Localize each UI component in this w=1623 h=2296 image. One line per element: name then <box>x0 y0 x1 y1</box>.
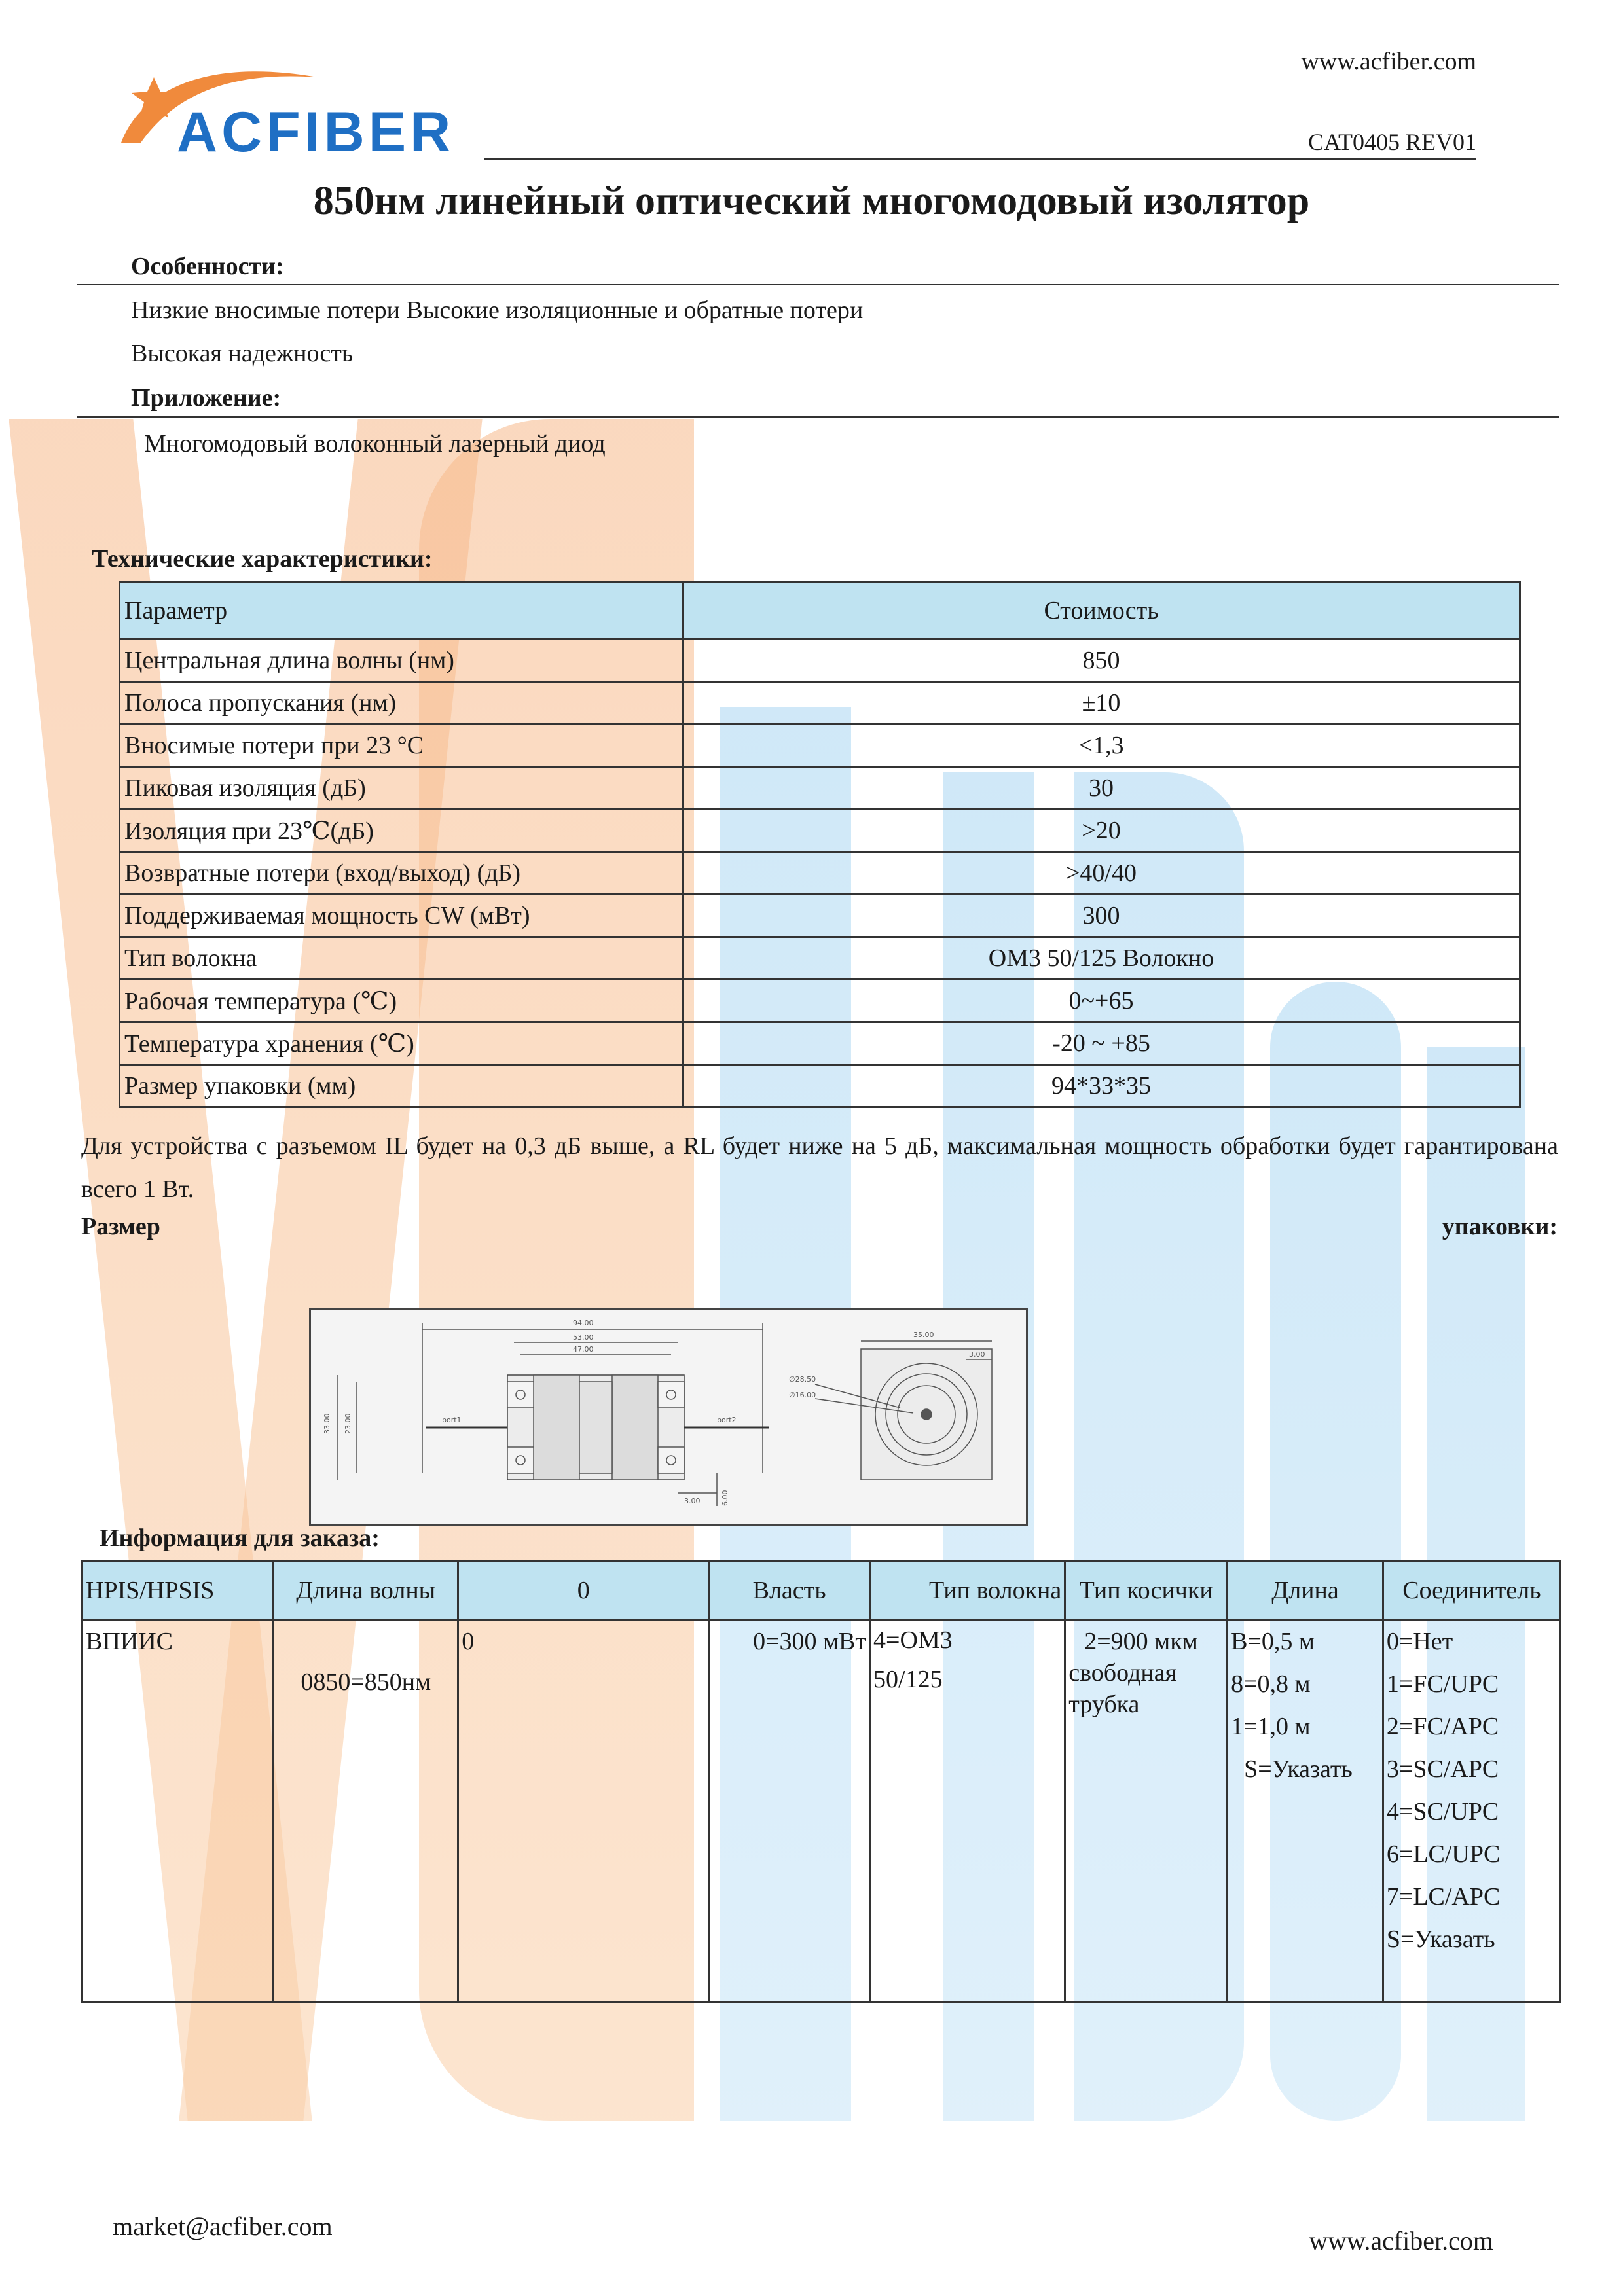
feature-item: Низкие вносимые потери Высокие изоляционные и обратные потери <box>131 296 864 324</box>
spec-param: Изоляция при 23℃(дБ) <box>120 810 683 852</box>
note-text: Для устройства с разъемом IL будет на 0,3 дБ выше, а RL будет ниже на 5 дБ, максимальная мощность обработки будет гарантирована всего 1 Вт. <box>81 1132 1558 1203</box>
dim-47: 47.00 <box>573 1345 594 1354</box>
ordering-option: 4=OM3 <box>873 1626 953 1654</box>
spec-value: 300 <box>683 895 1520 937</box>
ordering-option: S=Указать <box>1244 1755 1353 1783</box>
ordering-option: 2=FC/APC <box>1386 1713 1499 1740</box>
footer-url[interactable]: www.acfiber.com <box>1309 2226 1493 2255</box>
ordering-option: 3=SC/APC <box>1386 1755 1499 1783</box>
ordering-cell <box>1065 1620 1228 2003</box>
application-divider <box>77 416 1559 418</box>
ordering-option: B=0,5 м <box>1231 1628 1315 1655</box>
ordering-col-header: Длина волны <box>274 1562 458 1620</box>
ordering-option: 1=1,0 м <box>1231 1713 1311 1740</box>
ordering-option: 50/125 <box>873 1666 943 1693</box>
ordering-cell <box>458 1620 709 2003</box>
spec-value: <1,3 <box>683 725 1520 767</box>
spec-value: ±10 <box>683 682 1520 725</box>
spec-param: Вносимые потери при 23 °C <box>120 725 683 767</box>
ordering-option: 8=0,8 м <box>1231 1670 1311 1698</box>
dim-6: 6.00 <box>721 1490 729 1506</box>
table-row <box>120 895 1520 937</box>
table-row <box>120 1065 1520 1107</box>
feature-item: Высокая надежность <box>131 340 354 367</box>
dim-16: ∅16.00 <box>789 1391 816 1399</box>
spec-param: Рабочая температура (℃) <box>120 980 683 1022</box>
package-heading-left: Размер <box>81 1213 160 1240</box>
ordering-option: 6=LC/UPC <box>1386 1840 1501 1868</box>
ordering-option: 0=300 мВт <box>753 1628 867 1655</box>
spec-param: Полоса пропускания (нм) <box>120 682 683 725</box>
page-title: 850нм линейный оптический многомодовый изолятор <box>313 179 1310 223</box>
ordering-col-header: Тип волокна <box>870 1562 1065 1620</box>
features-divider <box>77 284 1559 285</box>
table-row <box>120 639 1520 682</box>
table-row <box>120 725 1520 767</box>
ordering-cell <box>1228 1620 1383 2003</box>
table-row <box>120 937 1520 980</box>
dim-3a: 3.00 <box>684 1497 701 1505</box>
specs-table <box>119 581 1521 1108</box>
table-row <box>120 682 1520 725</box>
ordering-option: 7=LC/APC <box>1386 1883 1501 1910</box>
ordering-cell <box>870 1620 1065 2003</box>
port2-label: port2 <box>717 1416 737 1424</box>
spec-value: OM3 50/125 Волокно <box>683 937 1520 980</box>
dim-53: 53.00 <box>573 1333 594 1342</box>
ordering-option: S=Указать <box>1386 1926 1495 1953</box>
ordering-cell <box>82 1620 274 2003</box>
header-divider <box>484 158 1476 160</box>
table-row <box>82 1620 1561 2003</box>
dim-3b: 3.00 <box>969 1350 985 1359</box>
ordering-col-header: HPIS/HPSIS <box>82 1562 274 1620</box>
ordering-cell <box>274 1620 458 2003</box>
ordering-option: 0=Нет <box>1386 1628 1453 1655</box>
ordering-col-header: Длина <box>1228 1562 1383 1620</box>
footer-email[interactable]: market@acfiber.com <box>113 2212 333 2241</box>
dim-28-5: ∅28.50 <box>789 1375 816 1384</box>
document-code: CAT0405 REV01 <box>1307 129 1476 155</box>
spec-value: 850 <box>683 639 1520 682</box>
spec-param: Размер упаковки (мм) <box>120 1065 683 1107</box>
ordering-table <box>81 1560 1561 2003</box>
ordering-cell <box>1383 1620 1560 2003</box>
ordering-option: 0850=850нм <box>301 1668 431 1696</box>
table-row <box>120 852 1520 895</box>
features-heading: Особенности: <box>131 253 284 280</box>
spec-value: >40/40 <box>683 852 1520 895</box>
ordering-option: свободная <box>1068 1659 1177 1687</box>
ordering-option: 4=SC/UPC <box>1386 1798 1499 1825</box>
header-url[interactable]: www.acfiber.com <box>1301 48 1476 75</box>
specs-header-row <box>120 583 1520 639</box>
ordering-heading: Информация для заказа: <box>100 1524 380 1552</box>
dim-33: 33.00 <box>323 1413 331 1434</box>
ordering-col-header: Соединитель <box>1383 1562 1560 1620</box>
spec-param: Возвратные потери (вход/выход) (дБ) <box>120 852 683 895</box>
spec-param: Пиковая изоляция (дБ) <box>120 767 683 810</box>
ordering-header-row <box>82 1562 1561 1620</box>
spec-value: 30 <box>683 767 1520 810</box>
ordering-option: 0 <box>462 1628 475 1655</box>
spec-param: Тип волокна <box>120 937 683 980</box>
dim-35: 35.00 <box>913 1331 934 1339</box>
ordering-col-header: 0 <box>458 1562 709 1620</box>
spec-value: 94*33*35 <box>683 1065 1520 1107</box>
table-row <box>120 980 1520 1022</box>
table-row <box>120 1022 1520 1065</box>
spec-param: Центральная длина волны (нм) <box>120 639 683 682</box>
package-drawing <box>309 1308 1028 1526</box>
spec-param: Температура хранения (℃) <box>120 1022 683 1065</box>
table-row <box>120 810 1520 852</box>
ordering-option: 2=900 мкм <box>1084 1628 1198 1655</box>
logo-text: ACFIBER <box>177 101 455 164</box>
table-row <box>120 767 1520 810</box>
application-item: Многомодовый волоконный лазерный диод <box>144 430 606 457</box>
ordering-col-header: Тип косички <box>1065 1562 1228 1620</box>
ordering-cell <box>709 1620 870 2003</box>
application-heading: Приложение: <box>131 384 282 412</box>
specs-heading: Технические характеристики: <box>92 545 433 573</box>
spec-value: >20 <box>683 810 1520 852</box>
ordering-col-header: Власть <box>709 1562 870 1620</box>
spec-value: 0~+65 <box>683 980 1520 1022</box>
acfiber-logo <box>115 51 468 166</box>
spec-param: Поддерживаемая мощность CW (мВт) <box>120 895 683 937</box>
spec-value: -20 ~ +85 <box>683 1022 1520 1065</box>
port1-label: port1 <box>442 1416 462 1424</box>
specs-col-value: Стоимость <box>683 583 1520 639</box>
package-heading-right: упаковки: <box>1442 1213 1558 1240</box>
dim-94: 94.00 <box>573 1319 594 1327</box>
specs-col-param: Параметр <box>120 583 683 639</box>
ordering-option: 1=FC/UPC <box>1386 1670 1499 1698</box>
dim-23: 23.00 <box>344 1413 352 1434</box>
ordering-option: трубка <box>1068 1691 1140 1718</box>
ordering-option: ВПИИС <box>86 1628 173 1655</box>
